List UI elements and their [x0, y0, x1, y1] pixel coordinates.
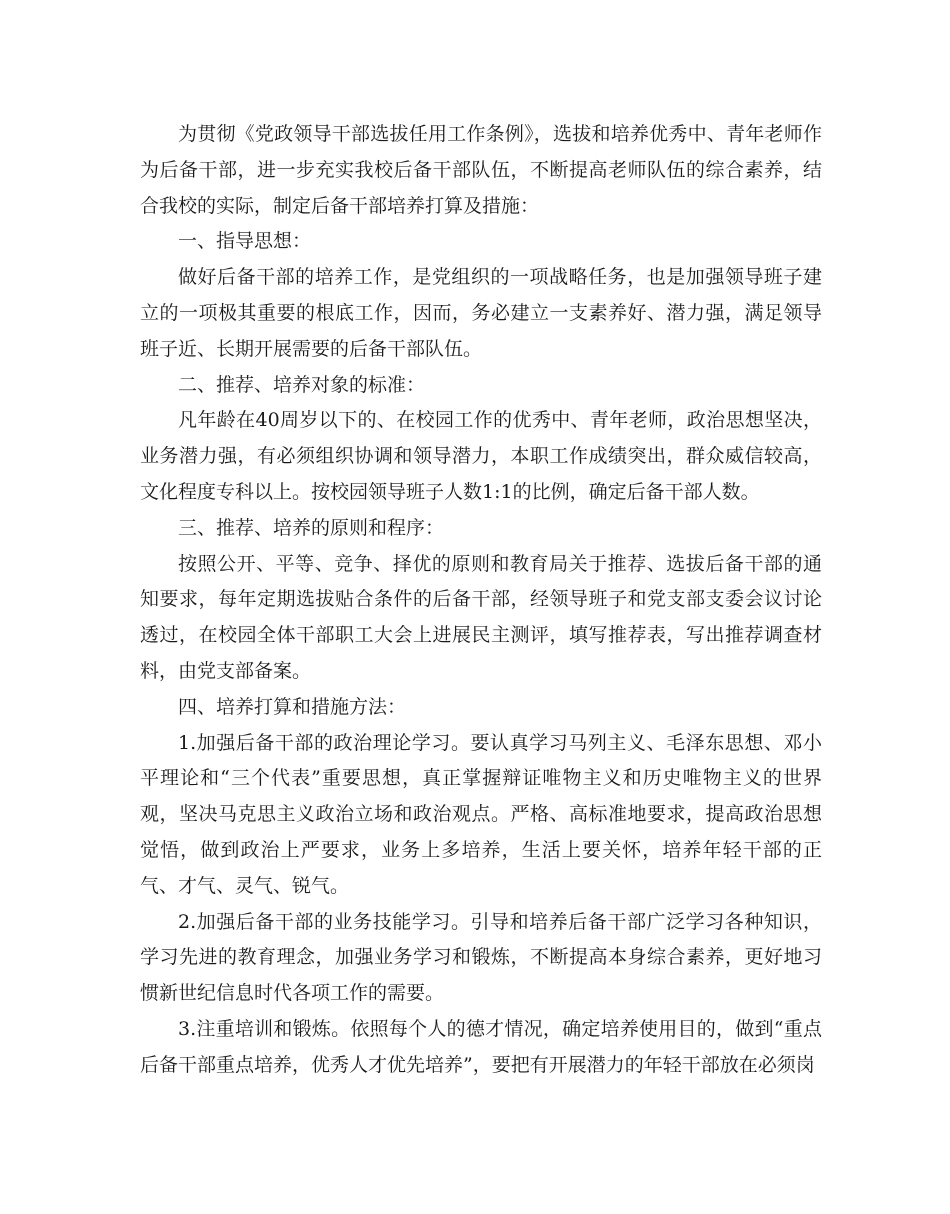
paragraph-measure-2: 2.加强后备干部的业务技能学习。引导和培养后备干部广泛学习各种知识，学习先进的教育理念，加强业务学习和锻炼，不断提高本身综合素养，更好地习惯新世纪信息时代各项工作的需要。: [140, 910, 822, 1005]
intro-paragraph: 为贯彻《党政领导干部选拔任用工作条例》，选拔和培养优秀中、青年老师作为后备干部，进一步充实我校后备干部队伍，不断提高老师队伍的综合素养，结合我校的实际，制定后备干部培养打算及措施：: [140, 123, 822, 217]
paragraph-measure-1: 1.加强后备干部的政治理论学习。要认真学习马列主义、毛泽东思想、邓小平理论和“三个代表”重要思想，真正掌握辩证唯物主义和历史唯物主义的世界观，坚决马克思主义政治立场和政治观点。严格、高标准地要求，提高政治思想觉悟，做到政治上严要求，业务上多培养，生活上要关怀，培养年轻干部的正气、才气、灵气、锐气。: [140, 731, 822, 897]
paragraph-measure-3: 3.注重培训和锻炼。依照每个人的德才情况，确定培养使用目的，做到“重点后备干部重点培养，优秀人才优先培养”，要把有开展潜力的年轻干部放在必须岗: [140, 1017, 822, 1076]
paragraph-principles: 按照公开、平等、竞争、择优的原则和教育局关于推荐、选拔后备干部的通知要求，每年定期选拔贴合条件的后备干部，经领导班子和党支部支委会议讨论透过，在校园全体干部职工大会上进展民主测评，填写推荐表，写出推荐调查材料，由党支部备案。: [140, 552, 822, 682]
paragraph-guiding-thought: 做好后备干部的培养工作，是党组织的一项战略任务，也是加强领导班子建立的一项极其重要的根底工作，因而，务必建立一支素养好、潜力强，满足领导班子近、长期开展需要的后备干部队伍。: [140, 266, 822, 360]
section-heading-principles: 三、推荐、培养的原则和程序：: [178, 516, 445, 539]
paragraph-criteria: 凡年龄在40周岁以下的、在校园工作的优秀中、青年老师，政治思想坚决，业务潜力强，有必须组织协调和领导潜力，本职工作成绩突出，群众威信较高，文化程度专科以上。按校园领导班子人数1:1的比例，确定后备干部人数。: [140, 409, 822, 503]
section-heading-criteria: 二、推荐、培养对象的标准：: [178, 373, 426, 396]
section-heading-guiding-thought: 一、指导思想：: [178, 230, 312, 253]
section-heading-measures: 四、培养打算和措施方法：: [178, 695, 407, 718]
document-body: [140, 117, 822, 1084]
